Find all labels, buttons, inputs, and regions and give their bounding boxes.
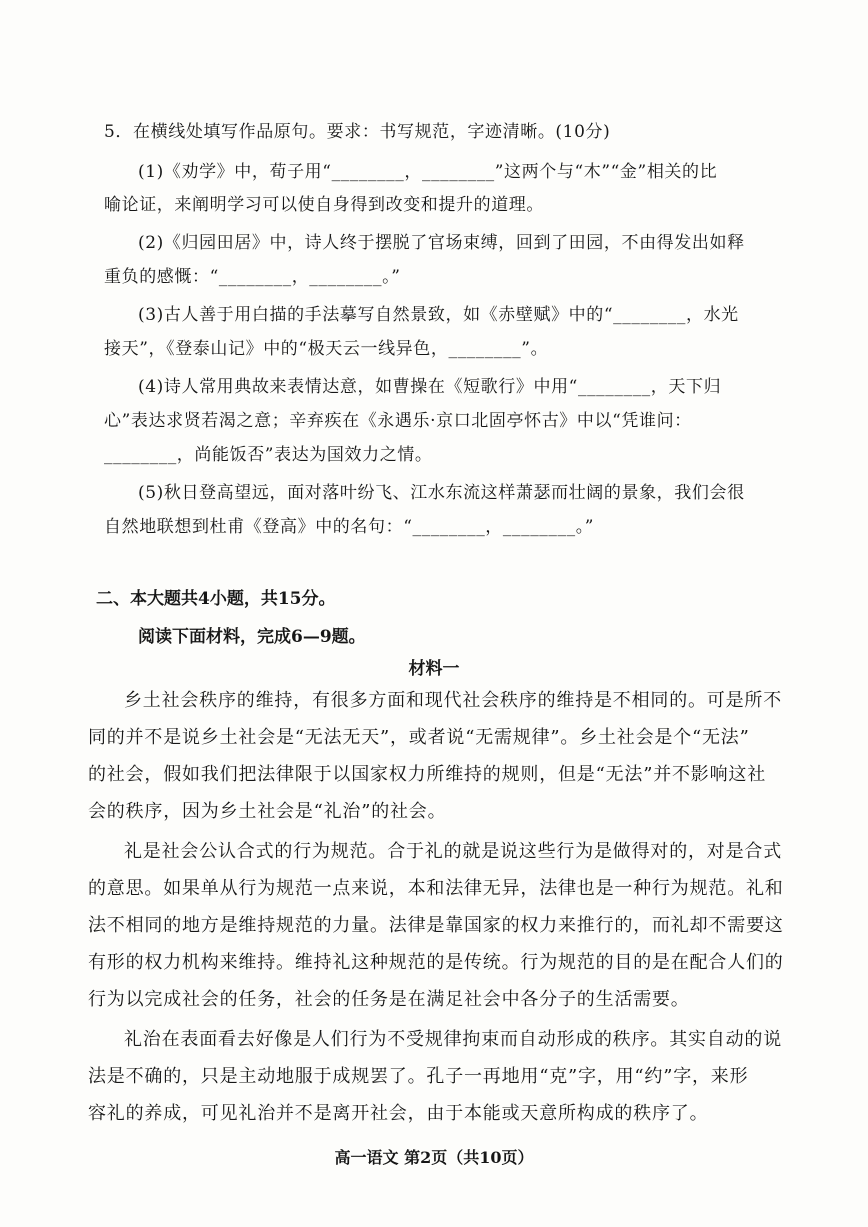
question-5-item-3-line-1: (3)古人善于用白描的手法摹写自然景致，如《赤壁赋》中的“________，水光 [138,305,739,325]
question-5-item-2-line-1: (2)《归园田居》中，诗人终于摆脱了官场束缚，回到了田园，不由得发出如释 [138,233,745,253]
question-5-item-1-line-2: 喻论证，来阐明学习可以使自身得到改变和提升的道理。 [104,195,544,215]
material-p2-line-2: 的意思。如果单从行为规范一点来说，本和法律无异，法律也是一种行为规范。礼和 [88,878,784,899]
material-p1-line-4: 会的秩序，因为乡土社会是“礼治”的社会。 [88,801,447,822]
question-5-item-5-line-1: (5)秋日登高望远，面对落叶纷飞、江水东流这样萧瑟而壮阔的景象，我们会很 [138,483,745,503]
material-p2-line-1: 礼是社会公认合式的行为规范。合于礼的就是说这些行为是做得对的，对是合式 [124,841,782,862]
material-title: 材料一 [408,659,460,679]
material-p1-line-1: 乡土社会秩序的维持，有很多方面和现代社会秩序的维持是不相同的。可是所不 [124,690,782,711]
material-p1-line-2: 同的并不是说乡土社会是“无法无天”，或者说“无需规律”。乡土社会是个“无法” [88,727,750,748]
reading-instruction: 阅读下面材料，完成6—9题。 [138,627,366,647]
question-5-item-4-line-1: (4)诗人常用典故来表情达意，如曹操在《短歌行》中用“________，天下归 [138,377,722,397]
question-5-item-5-line-2: 自然地联想到杜甫《登高》中的名句：“________，________。” [104,517,595,537]
material-p2-line-4: 有形的权力机构来维持。维持礼这种规范的是传统。行为规范的目的是在配合人们的 [88,952,784,973]
question-5-item-1-line-1: (1)《劝学》中，荀子用“________，________”这两个与“木”“金”相关的比 [138,162,718,182]
material-p3-line-1: 礼治在表面看去好像是人们行为不受规律拘束而自动形成的秩序。其实自动的说 [124,1029,782,1050]
question-5-item-3-line-2: 接天”，《登泰山记》中的“极天云一线异色，________”。 [104,339,549,359]
material-p1-line-3: 的社会，假如我们把法律限于以国家权力所维持的规则，但是“无法”并不影响这社 [88,764,767,785]
question-5-item-2-line-2: 重负的感慨：“________，________。” [104,267,401,287]
material-p3-line-3: 容礼的养成，可见礼治并不是离开社会，由于本能或天意所构成的秩序了。 [88,1103,709,1124]
question-5-title: 5．在横线处填写作品原句。要求：书写规范，字迹清晰。(10分) [104,122,611,142]
material-p2-line-3: 法不相同的地方是维持规范的力量。法律是靠国家的权力来推行的，而礼却不需要这 [88,915,784,936]
material-p3-line-2: 法是不确的，只是主动地服于成规罢了。孔子一再地用“克”字，用“约”字，来形 [88,1066,749,1087]
material-p2-line-5: 行为以完成社会的任务，社会的任务是在满足社会中各分子的生活需要。 [88,989,690,1010]
question-5-item-4-line-3: ________，尚能饭否”表达为国效力之情。 [104,445,433,465]
section-2-heading: 二、本大题共4小题，共15分。 [96,589,336,609]
page-footer: 高一语文 第2页（共10页） [334,1148,534,1167]
question-5-item-4-line-2: 心”表达求贤若渴之意；辛弃疾在《永遇乐·京口北固亭怀古》中以“凭谁问： [104,411,692,431]
